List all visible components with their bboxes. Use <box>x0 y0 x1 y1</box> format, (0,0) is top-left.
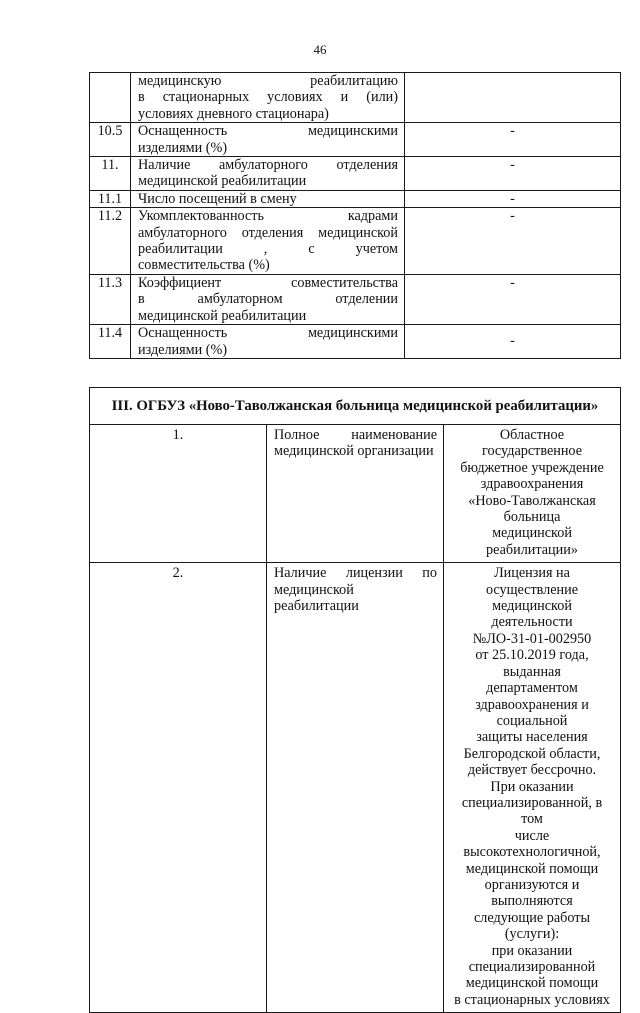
param-line: Укомплектованность кадрами <box>138 208 398 225</box>
row-number: 11.1 <box>90 190 131 207</box>
value-line: здравоохранения и социальной <box>475 696 589 729</box>
value-line: бюджетное учреждение <box>460 459 604 476</box>
value-line: специализированной <box>468 959 596 975</box>
row-value <box>444 563 621 1013</box>
row-number: 11.4 <box>90 325 131 359</box>
row-value: - <box>405 325 621 359</box>
value-line: защиты населения <box>476 729 588 746</box>
value-line: департаментом <box>486 680 578 697</box>
value-line: медицинской деятельности <box>491 598 573 631</box>
value-line: специализированной, в том <box>461 794 603 828</box>
value-line: числе высокотехнологичной, <box>463 827 601 861</box>
row-number: 11. <box>90 157 131 191</box>
row-number: 2. <box>90 563 267 1013</box>
param-line: Оснащенность медицинскими <box>138 123 398 140</box>
row-parameter <box>131 325 405 359</box>
param-line: совместительства (%) <box>138 257 270 274</box>
param-line: Коэффициент совместительства <box>138 274 398 291</box>
value-line: медицинской реабилитации» <box>486 525 578 558</box>
value-line: организуются и выполняются <box>484 876 580 910</box>
param-line: Число посещений в смену <box>138 190 297 207</box>
table-header-row <box>90 388 621 425</box>
value-line: в стационарных условиях <box>454 991 610 1008</box>
param-line: условиях дневного стационара) <box>138 105 329 122</box>
row-parameter <box>131 157 405 191</box>
param-line: медицинскую реабилитацию <box>138 73 398 89</box>
param-line: реабилитации , с учетом <box>138 241 398 258</box>
row-value: - <box>405 157 621 191</box>
row-parameter <box>131 208 405 275</box>
row-number: 11.2 <box>90 208 131 275</box>
param-line: изделиями (%) <box>138 139 228 156</box>
table-row <box>90 325 621 359</box>
value-line: «Ново-Таволжанская больница <box>468 492 596 526</box>
param-line: медицинской реабилитации <box>138 307 307 324</box>
param-line: амбулаторного отделения медицинской <box>138 224 398 241</box>
value-line: здравоохранения <box>480 476 584 493</box>
row-number: 10.5 <box>90 123 131 157</box>
value-line: №ЛО-31-01-002950 <box>472 630 592 647</box>
param-line: изделиями (%) <box>138 341 228 358</box>
param-line: Оснащенность медицинскими <box>138 325 398 342</box>
row-parameter <box>131 190 405 207</box>
value-line: медицинской помощи <box>465 860 599 877</box>
param-line: медицинской реабилитации <box>138 173 307 190</box>
row-parameter: Полное наименование медицинской организации <box>267 425 444 563</box>
row-parameter: Наличие лицензии по медицинской реабилитации <box>267 563 444 1013</box>
table-row <box>90 425 621 563</box>
param-line: в стационарных условиях и (или) <box>138 89 398 106</box>
row-value: - <box>405 190 621 207</box>
param-line: Наличие амбулаторного отделения <box>138 157 398 174</box>
row-parameter <box>131 73 405 123</box>
row-parameter <box>131 123 405 157</box>
row-value <box>405 73 621 123</box>
table-row <box>90 157 621 191</box>
value-line: следующие работы (услуги): <box>473 909 590 943</box>
value-line: Лицензия на осуществление <box>485 565 579 598</box>
section-heading: III. ОГБУЗ «Ново-Таволжанская больница медицинской реабилитации» <box>90 388 621 425</box>
value-line: медицинской помощи <box>465 975 599 992</box>
row-number: 1. <box>90 425 267 563</box>
value-line: Областное государственное <box>482 427 582 460</box>
param-line: в амбулаторном отделении <box>138 291 398 308</box>
row-value: - <box>405 208 621 275</box>
row-number <box>90 73 131 123</box>
row-parameter <box>131 274 405 324</box>
value-line: при оказании <box>491 942 573 959</box>
table-row <box>90 563 621 1013</box>
organization-table <box>89 387 621 1013</box>
value-line: При оказании <box>490 778 574 795</box>
table-row <box>90 208 621 275</box>
table-row <box>90 274 621 324</box>
page-number: 46 <box>313 42 327 57</box>
value-line: действует бессрочно. <box>467 762 597 779</box>
value-line: от 25.10.2019 года, выданная <box>475 647 589 680</box>
row-value: - <box>405 123 621 157</box>
row-value: - <box>405 274 621 324</box>
row-number: 11.3 <box>90 274 131 324</box>
table-row <box>90 73 621 123</box>
indicators-table <box>89 72 621 359</box>
value-line: Белгородской области, <box>463 745 601 762</box>
table-row <box>90 190 621 207</box>
row-value <box>444 425 621 563</box>
table-row <box>90 123 621 157</box>
